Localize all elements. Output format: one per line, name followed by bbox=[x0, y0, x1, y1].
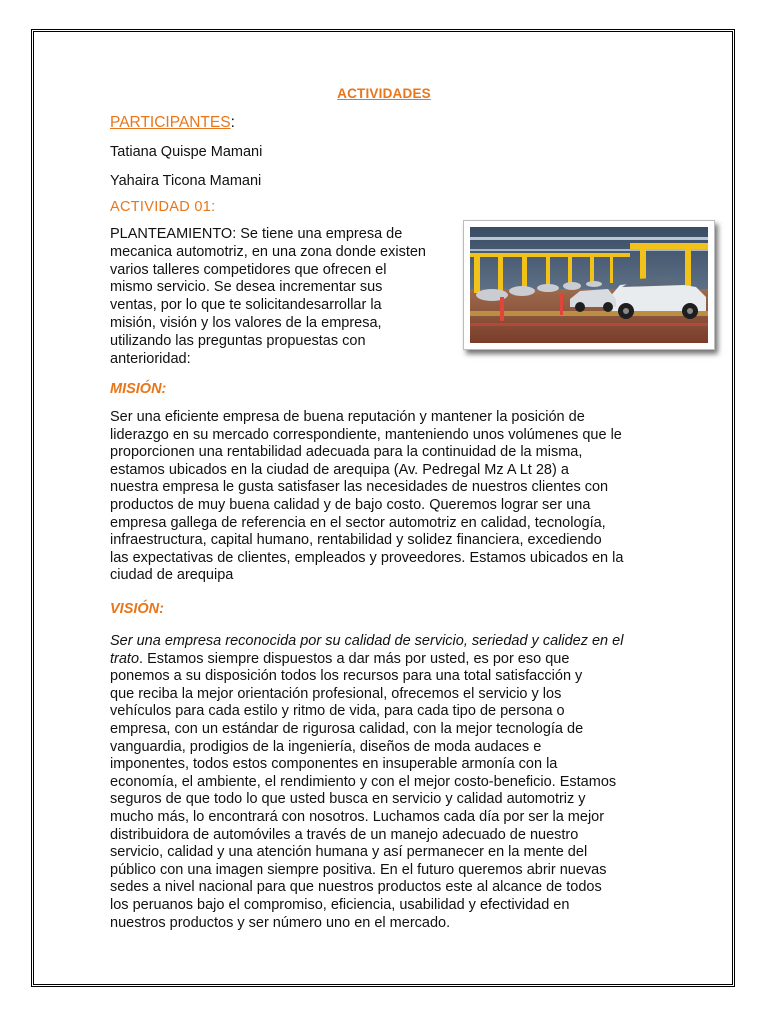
vision-line: que reciba la mejor orientación profesional, ofrecemos el servicio y los bbox=[110, 685, 562, 702]
vision-line: mucho más, lo encontrará con nosotros. Luchamos cada día por ser la mejor bbox=[110, 808, 605, 825]
activity-heading: ACTIVIDAD 01: bbox=[110, 199, 216, 215]
vision-line: seguros de que todo lo que usted busca en servicio y calidad automotriz y bbox=[110, 791, 586, 808]
planteamiento-paragraph bbox=[110, 226, 455, 368]
participants-colon: : bbox=[230, 114, 235, 131]
document-title: ACTIVIDADES bbox=[337, 86, 431, 101]
vision-line: servicio, calidad y una atención humana y así permanecer en la mente del bbox=[110, 844, 588, 861]
mission-line: nuestra empresa le gusta satisfaser las necesidades de nuestros clientes con bbox=[110, 479, 609, 496]
vision-line: ponemos a su disposición todos los recursos para una total satisfacción y bbox=[110, 668, 583, 685]
vision-line: sedes a nivel nacional para que nuestros productos este al alcance de todos bbox=[110, 879, 602, 896]
participants-heading bbox=[110, 114, 235, 132]
planteamiento-line: PLANTEAMIENTO: Se tiene una empresa de bbox=[110, 226, 403, 242]
mission-line: productos de muy buena calidad y de bajo costo. Queremos lograr ser una bbox=[110, 496, 591, 513]
vision-line: los peruanos bajo el compromiso, eficiencia, usabilidad y efectividad en bbox=[110, 896, 570, 913]
vision-line: empresa, con un estándar de rigurosa calidad, con la mejor tecnología de bbox=[110, 720, 584, 737]
mission-line: las expectativas de clientes, empleados y proveedores. Estamos ubicados en la bbox=[110, 549, 624, 566]
mission-line: ciudad de arequipa bbox=[110, 567, 234, 584]
vision-line: Ser una empresa reconocida por su calidad de servicio, seriedad y calidez en el bbox=[110, 633, 624, 649]
planteamiento-line: anterioridad: bbox=[110, 350, 191, 367]
vision-heading: VISIÓN: bbox=[110, 601, 164, 617]
car-assembly-line-icon bbox=[470, 227, 708, 343]
mission-line: liderazgo en su mercado correspondiente, manteniendo unos volúmenes que le bbox=[110, 426, 622, 443]
vision-line: público con una imagen siempre positiva. En el futuro queremos abrir nuevas bbox=[110, 861, 607, 878]
planteamiento-line: mecanica automotriz, en una zona donde existen bbox=[110, 243, 426, 260]
vision-line: nuestros productos y ser número uno en el mercado. bbox=[110, 914, 451, 931]
participant-1: Tatiana Quispe Mamani bbox=[110, 144, 263, 160]
mission-line: proporcionen una rentabilidad adecuada para la continuidad de la misma, bbox=[110, 444, 583, 461]
planteamiento-line: varios talleres competidores que ofrecen el bbox=[110, 261, 387, 278]
participant-2: Yahaira Ticona Mamani bbox=[110, 173, 262, 189]
participants-heading-text: PARTICIPANTES bbox=[110, 114, 231, 131]
planteamiento-line: misión, visión y los valores de la empresa, bbox=[110, 314, 382, 331]
mission-line: Ser una eficiente empresa de buena reputación y mantener la posición de bbox=[110, 409, 585, 425]
mission-line: empresa gallega de referencia en el sector automotriz en calidad, tecnología, bbox=[110, 514, 606, 531]
vision-line: vanguardia, prodigios de la ingeniería, diseños de moda audaces e bbox=[110, 738, 542, 755]
vision-paragraph bbox=[110, 633, 662, 932]
vision-italic-text: trato bbox=[110, 650, 140, 667]
planteamiento-line: utilizando las preguntas propuestas con bbox=[110, 332, 366, 349]
vision-line: distribuidora de automóviles a través de un manejo adecuado de nuestro bbox=[110, 826, 579, 843]
vision-line: economía, el ambiente, el rendimiento y con el mejor costo-beneficio. Estamos bbox=[110, 773, 617, 790]
mission-paragraph bbox=[110, 409, 662, 585]
planteamiento-line: ventas, por lo que te solicitandesarrollar la bbox=[110, 297, 382, 314]
vision-text: . Estamos siempre dispuestos a dar más por usted, es por eso que bbox=[139, 650, 570, 667]
mission-line: estamos ubicados en la ciudad de arequipa (Av. Pedregal Mz A Lt 28) a bbox=[110, 461, 569, 478]
vision-line: vehículos para cada estilo y ritmo de vida, para cada tipo de persona o bbox=[110, 703, 565, 720]
vision-line: imponentes, todos estos componentes en insuperable armonía con la bbox=[110, 756, 558, 773]
vision-line bbox=[110, 651, 662, 669]
mission-line: infraestructura, capital humano, rentabilidad y solidez financiera, excediendo bbox=[110, 532, 602, 549]
planteamiento-line: mismo servicio. Se desea incrementar sus bbox=[110, 279, 383, 296]
car-assembly-line-photo bbox=[463, 220, 715, 350]
mission-heading: MISIÓN: bbox=[110, 381, 167, 397]
